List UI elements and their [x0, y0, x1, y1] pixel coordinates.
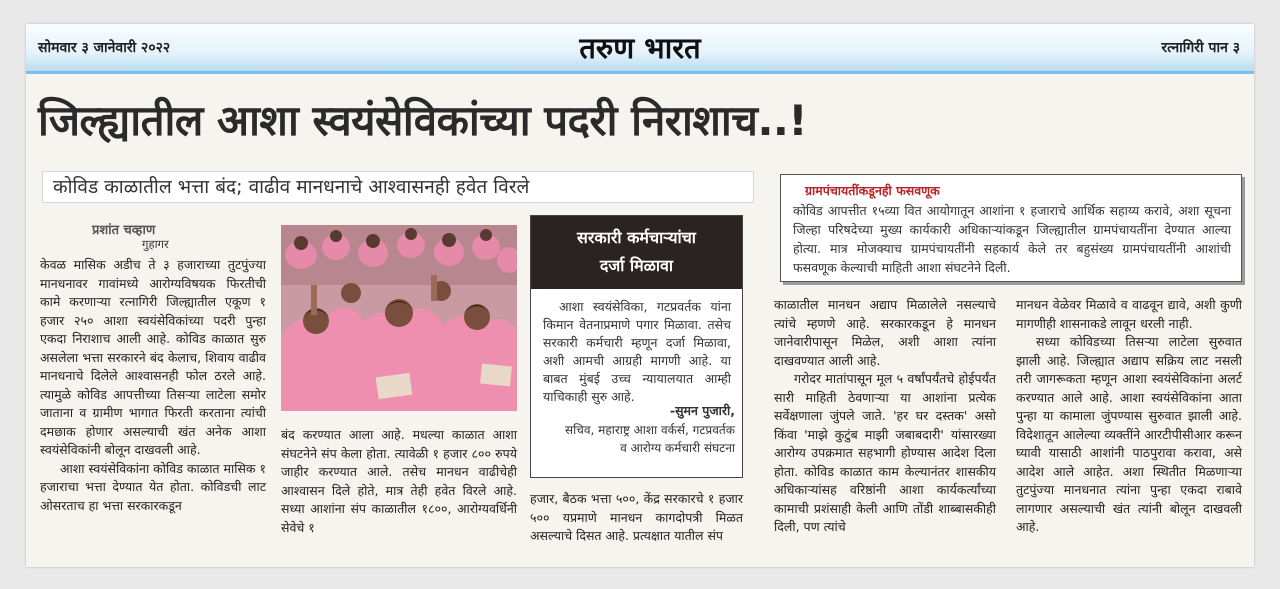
quote-box-body: आशा स्वयंसेविका, गटप्रवर्तक यांना किमान वेतनाप्रमाणे पगार मिळावा. तसेच सरकारी कर्मचारी म्हणून दर्जा मिळावा, अशी आमची आग्रही मागणी आहे. या बाबत मुंबई उच्च न्यायालयात आम्ही याचिकाही सुरु आहे. [543, 299, 731, 404]
news-photo [281, 225, 517, 411]
quote-organization-line: सचिव, महाराष्ट्र आशा वर्कर्स, गटप्रवर्तक [565, 423, 735, 437]
article-column-2 [281, 426, 517, 537]
masthead [26, 24, 1254, 74]
byline: प्रशांत चव्हाण [92, 223, 156, 238]
article-paragraph: आशा स्वयंसेविकांना कोविड काळात मासिक १ हजाराचा भत्ता देण्यात येत होता. कोविडची लाट ओसरताच हा भत्ता सरकारकडून [40, 460, 267, 513]
article-paragraph: मानधन वेळेवर मिळावे व वाढवून द्यावे, अशी कुणी मागणीही शासनाकडे लावून धरली नाही. [1016, 297, 1242, 331]
article-paragraph: हजार, बैठक भत्ता ५००, केंद्र सरकारचे १ हजार ५०० यप्रमाणे मानधन कागदोपत्री मिळत असल्याचे दिसत आहे. प्रत्यक्षात यातील संप [530, 491, 743, 543]
article-paragraph: बंद करण्यात आला आहे. मधल्या काळात आशा संघटनेने संप केला होता. त्यावेळी १ हजार ८०० रुपये जाहीर करण्यात आले. तसेच मानधन वाढीचेही आश्वासन दिले होते, मात्र तेही हवेत विरले आहे. सध्या आशांना संप काळातील १८००, आरोग्यवर्धिनी सेवेचे १ [281, 427, 517, 535]
article-paragraph: गरोदर मातांपासून मूल ५ वर्षांपर्यंतचे होईपर्यंत सारी माहिती ठेवणाऱ्या या आशांना प्रत्येक सर्वेक्षणाला जुंपले जाते. 'हर घर दस्तक' असो किंवा 'माझे कुटुंब माझी जबाबदारी' यांसारख्या आरोग्य उपक्रमात सहभागी होण्यास आदेश दिला होता. कोविड काळात काम केल्यानंतर शासकीय अधिकाऱ्यांसह वरिष्ठांनी आशा कार्यकर्त्यांच्या कामाची प्रशंसाही केली आणि तोंडी शाब्बासकीही दिली, पण त्यांचे [774, 371, 996, 534]
quote-box-header [531, 216, 742, 289]
newspaper-page [26, 24, 1254, 567]
sidebar-title: ग्रामपंचायतींकडूनही फसवणूक [805, 183, 940, 198]
article-column-5 [1016, 296, 1242, 537]
quote-organization-line: व आरोग्य कर्मचारी संघटना [620, 441, 735, 455]
sidebar-box [780, 174, 1242, 282]
article-paragraph: केवळ मासिक अडीच ते ३ हजाराच्या तुटपुंज्या मानधनावर गावांमध्ये आरोग्यविषयक फिरतीची कामे करणाऱ्या रत्नागिरी जिल्ह्यातील एकूण १ हजार २५० आशा स्वयंसेविकांच्या पदरी पुन्हा एकदा निराशाच आली आहे. कोविड काळात सुरु असलेला भत्ता सरकारने बंद केलाच, शिवाय वाढीव मानधनाचे दिलेले आश्वासनही फोल ठरले आहे. त्यामुळे कोविड आपत्तीच्या तिसऱ्या लाटेला समोर जाताना व ग्रामीण भागात फिरती करताना त्यांची दमछाक होणार असल्याची खंत अनेक आशा स्वयंसेविकांनी बोलून दाखवली आहे. [40, 257, 266, 457]
quote-signature: -सुमन पुजारी, [669, 403, 735, 418]
issue-date: सोमवार ३ जानेवारी २०२२ [38, 40, 171, 56]
dateline: गुहागर [142, 237, 169, 251]
subheadline: कोविड काळातील भत्ता बंद; वाढीव मानधनाचे आश्वासनही हवेत विरले [42, 171, 754, 203]
quote-box [530, 215, 743, 478]
newspaper-title: तरुण भारत [579, 31, 701, 65]
headline: जिल्ह्यातील आशा स्वयंसेविकांच्या पदरी निराशाच..! [38, 96, 808, 145]
sidebar-text: कोविड आपत्तीत १५व्या वित आयोगातून आशांना १ हजाराचे आर्थिक सहाय्य करावे, अशा सूचना जिल्हा परिषदेच्या मुख्य कार्यकारी अधिकाऱ्यांकडून जिल्ह्यातील ग्रामपंचायतींना देण्यात आल्या होत्या. मात्र मोजक्याच ग्रामपंचायतींनी सहकार्य केले तर बहुसंख्य ग्रामपंचायतींनी आशांची फसवणूक केल्याची माहिती आशा संघटनेने दिली. [793, 203, 1231, 275]
article-paragraph: काळातील मानधन अद्याप मिळालेले नसल्याचे त्यांचे म्हणणे आहे. सरकारकडून हे मानधन जानेवारीपासून मिळेल, अशी आशा त्यांना दाखवण्यात आली आहे. [774, 297, 996, 368]
article-column-4 [774, 296, 996, 537]
quote-box-title-line: सरकारी कर्मचाऱ्यांचा [577, 228, 696, 247]
article-paragraph: सध्या कोविडच्या तिसऱ्या लाटेला सुरुवात झाली आहे. जिल्ह्यात अद्याप सक्रिय लाट नसली तरी जागरूकता म्हणून आशा स्वयंसेविकांना अलर्ट करण्यात आले आहे. आशा स्वयंसेविकांना आता पुन्हा या कामाला जुंपण्यास सुरुवात झाली आहे. विदेशातून आलेल्या व्यक्तींने आरटीपीसीआर करून घ्यावी यासाठी आशांनी पाठपुरावा करावा, असे आदेश आले आहेत. अशा स्थितीत मिळणाऱ्या तुटपुंज्या मानधनात त्यांना पुन्हा एकदा राबावे लागणार असल्याची खंत त्यांनी बोलून दाखवली आहे. [1016, 334, 1242, 534]
article-column-3 [530, 490, 743, 546]
article-column-1 [40, 256, 266, 515]
quote-organization [539, 421, 735, 457]
quote-box-title-line: दर्जा मिळावा [599, 256, 674, 275]
protest-crowd-photo [281, 225, 517, 411]
page-label: रत्नागिरी पान ३ [1161, 40, 1240, 56]
